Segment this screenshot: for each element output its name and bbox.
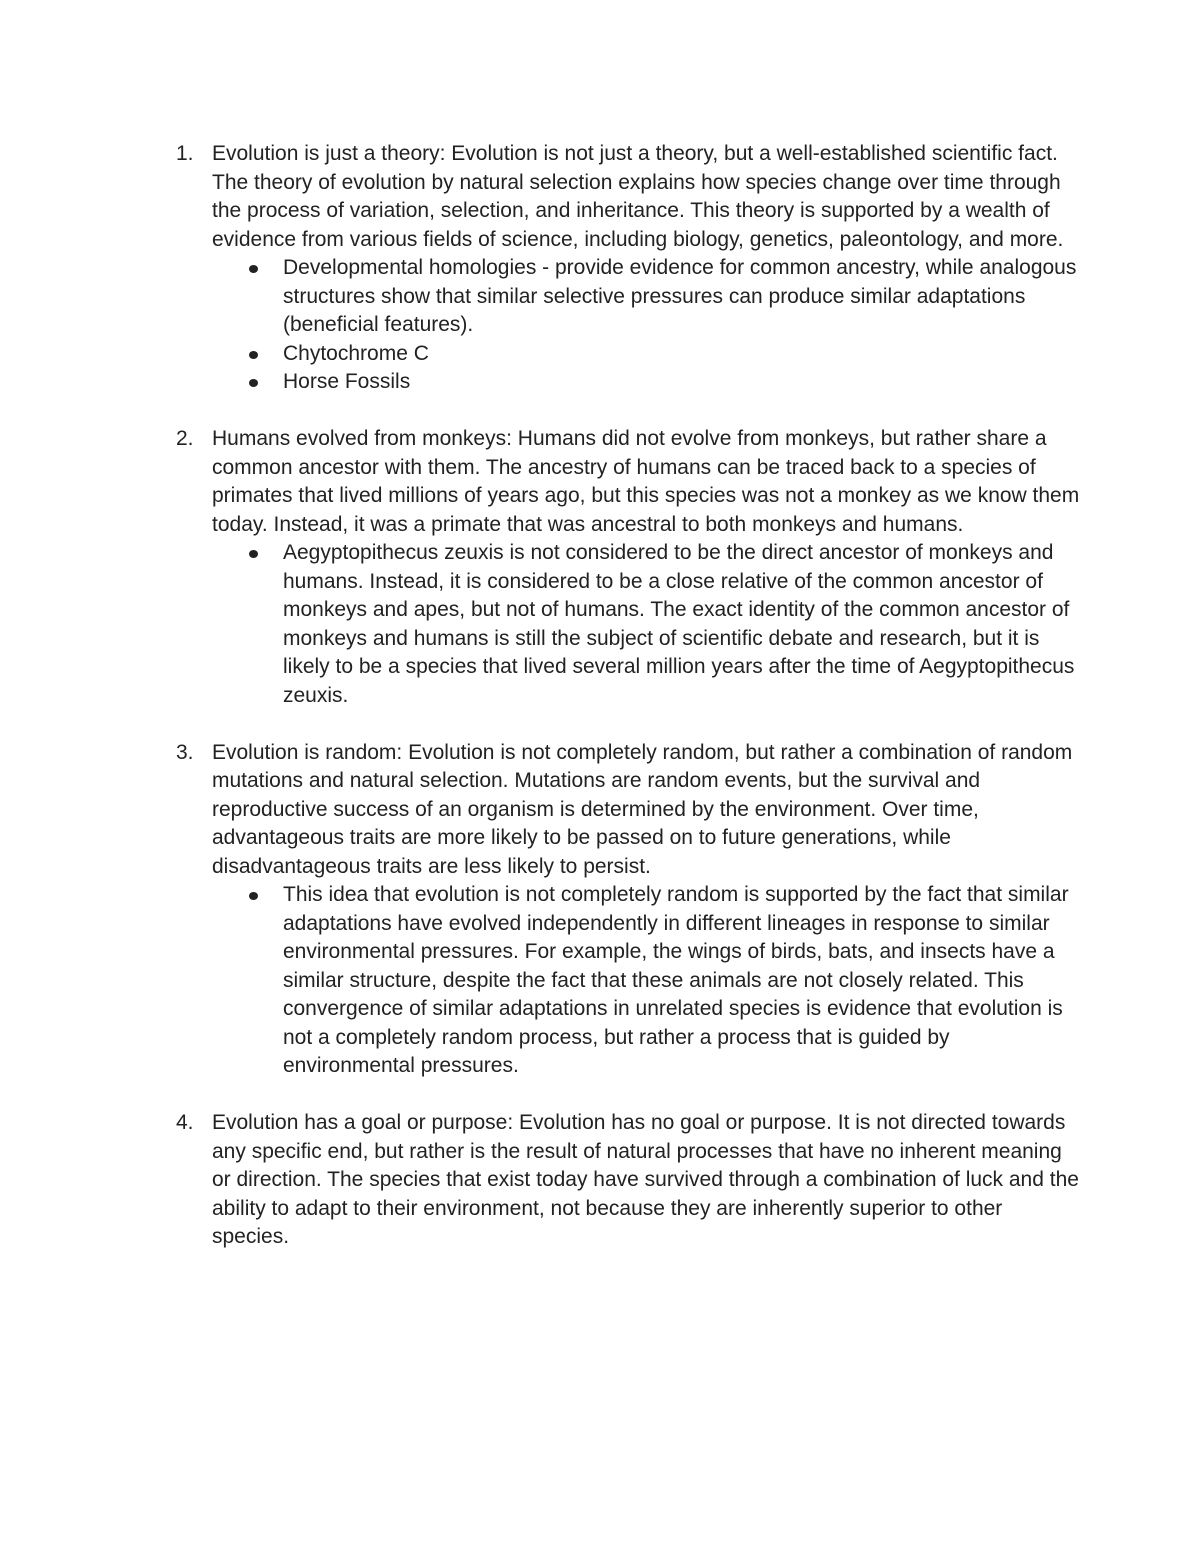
- bullet-item: [283, 368, 1082, 397]
- bullet-list: [212, 881, 1082, 1081]
- list-item-1: [176, 140, 1082, 397]
- bullet-list: [212, 539, 1082, 710]
- bullet-item: [283, 539, 1082, 710]
- bullet-text: Developmental homologies - provide evidence for common ancestry, while analogous structures show that similar selective pressures can produce similar adaptations (beneficial features).: [283, 256, 1077, 336]
- list-item-text: Evolution is random: Evolution is not completely random, but rather a combination of random mutations and natural selection. Mutations are random events, but the survival and reproductive success of an organism is determined by the environment. Over time, advantageous traits are more likely to be passed on to future generations, while disadvantageous traits are less likely to persist.: [212, 740, 1073, 878]
- bullet-icon: [249, 892, 258, 900]
- list-number: 3.: [176, 740, 194, 764]
- list-number: 4.: [176, 1111, 194, 1134]
- list-item-text: Humans evolved from monkeys: Humans did not evolve from monkeys, but rather share a common ancestor with them. The ancestry of humans can be traced back to a species of primates that lived millions of years ago, but this species was not a monkey as we know them today. Instead, it was a primate that was ancestral to both monkeys and humans.: [212, 427, 1080, 536]
- bullet-text: Horse Fossils: [283, 370, 411, 393]
- bullet-text: Aegyptopithecus zeuxis is not considered to be the direct ancestor of monkeys and humans. Instead, it is considered to be a close relative of the common ancestor of monkeys and apes, but not of humans. The exact identity of the common ancestor of monkeys and humans is still the subject of scientific debate and research, but it is likely to be a species that lived several million years after the time of Aegyptopithecus zeuxis.: [283, 541, 1075, 707]
- bullet-item: [283, 254, 1082, 340]
- list-number: 2.: [176, 427, 194, 450]
- bullet-text: This idea that evolution is not completely random is supported by the fact that similar adaptations have evolved independently in different lineages in response to similar environmental pressures. For example, the wings of birds, bats, and insects have a similar structure, despite the fact that these animals are not closely related. This convergence of similar adaptations in unrelated species is evidence that evolution is not a completely random process, but rather a process that is guided by environmental pressures.: [283, 883, 1069, 1077]
- list-number: 1.: [176, 142, 194, 165]
- document-body: [176, 140, 1082, 1252]
- bullet-icon: [249, 379, 258, 387]
- list-item-text: Evolution has a goal or purpose: Evolution has no goal or purpose. It is not directed towards any specific end, but rather is the result of natural processes that have no inherent meaning or direction. The species that exist today have survived through a combination of luck and the ability to adapt to their environment, not because they are inherently superior to other species.: [212, 1111, 1079, 1248]
- list-item-2: [176, 425, 1082, 710]
- bullet-text: Chytochrome C: [283, 341, 429, 365]
- bullet-icon: [249, 550, 258, 558]
- bullet-item: [283, 881, 1082, 1081]
- list-item-3: [176, 739, 1082, 1081]
- bullet-item: [283, 340, 1082, 369]
- bullet-list: [212, 254, 1082, 397]
- bullet-icon: [249, 351, 258, 359]
- bullet-icon: [249, 265, 258, 273]
- list-item-4: [176, 1109, 1082, 1252]
- list-item-text: Evolution is just a theory: Evolution is not just a theory, but a well-established scientific fact. The theory of evolution by natural selection explains how species change over time through the process of variation, selection, and inheritance. This theory is supported by a wealth of evidence from various fields of science, including biology, genetics, paleontology, and more.: [212, 142, 1064, 251]
